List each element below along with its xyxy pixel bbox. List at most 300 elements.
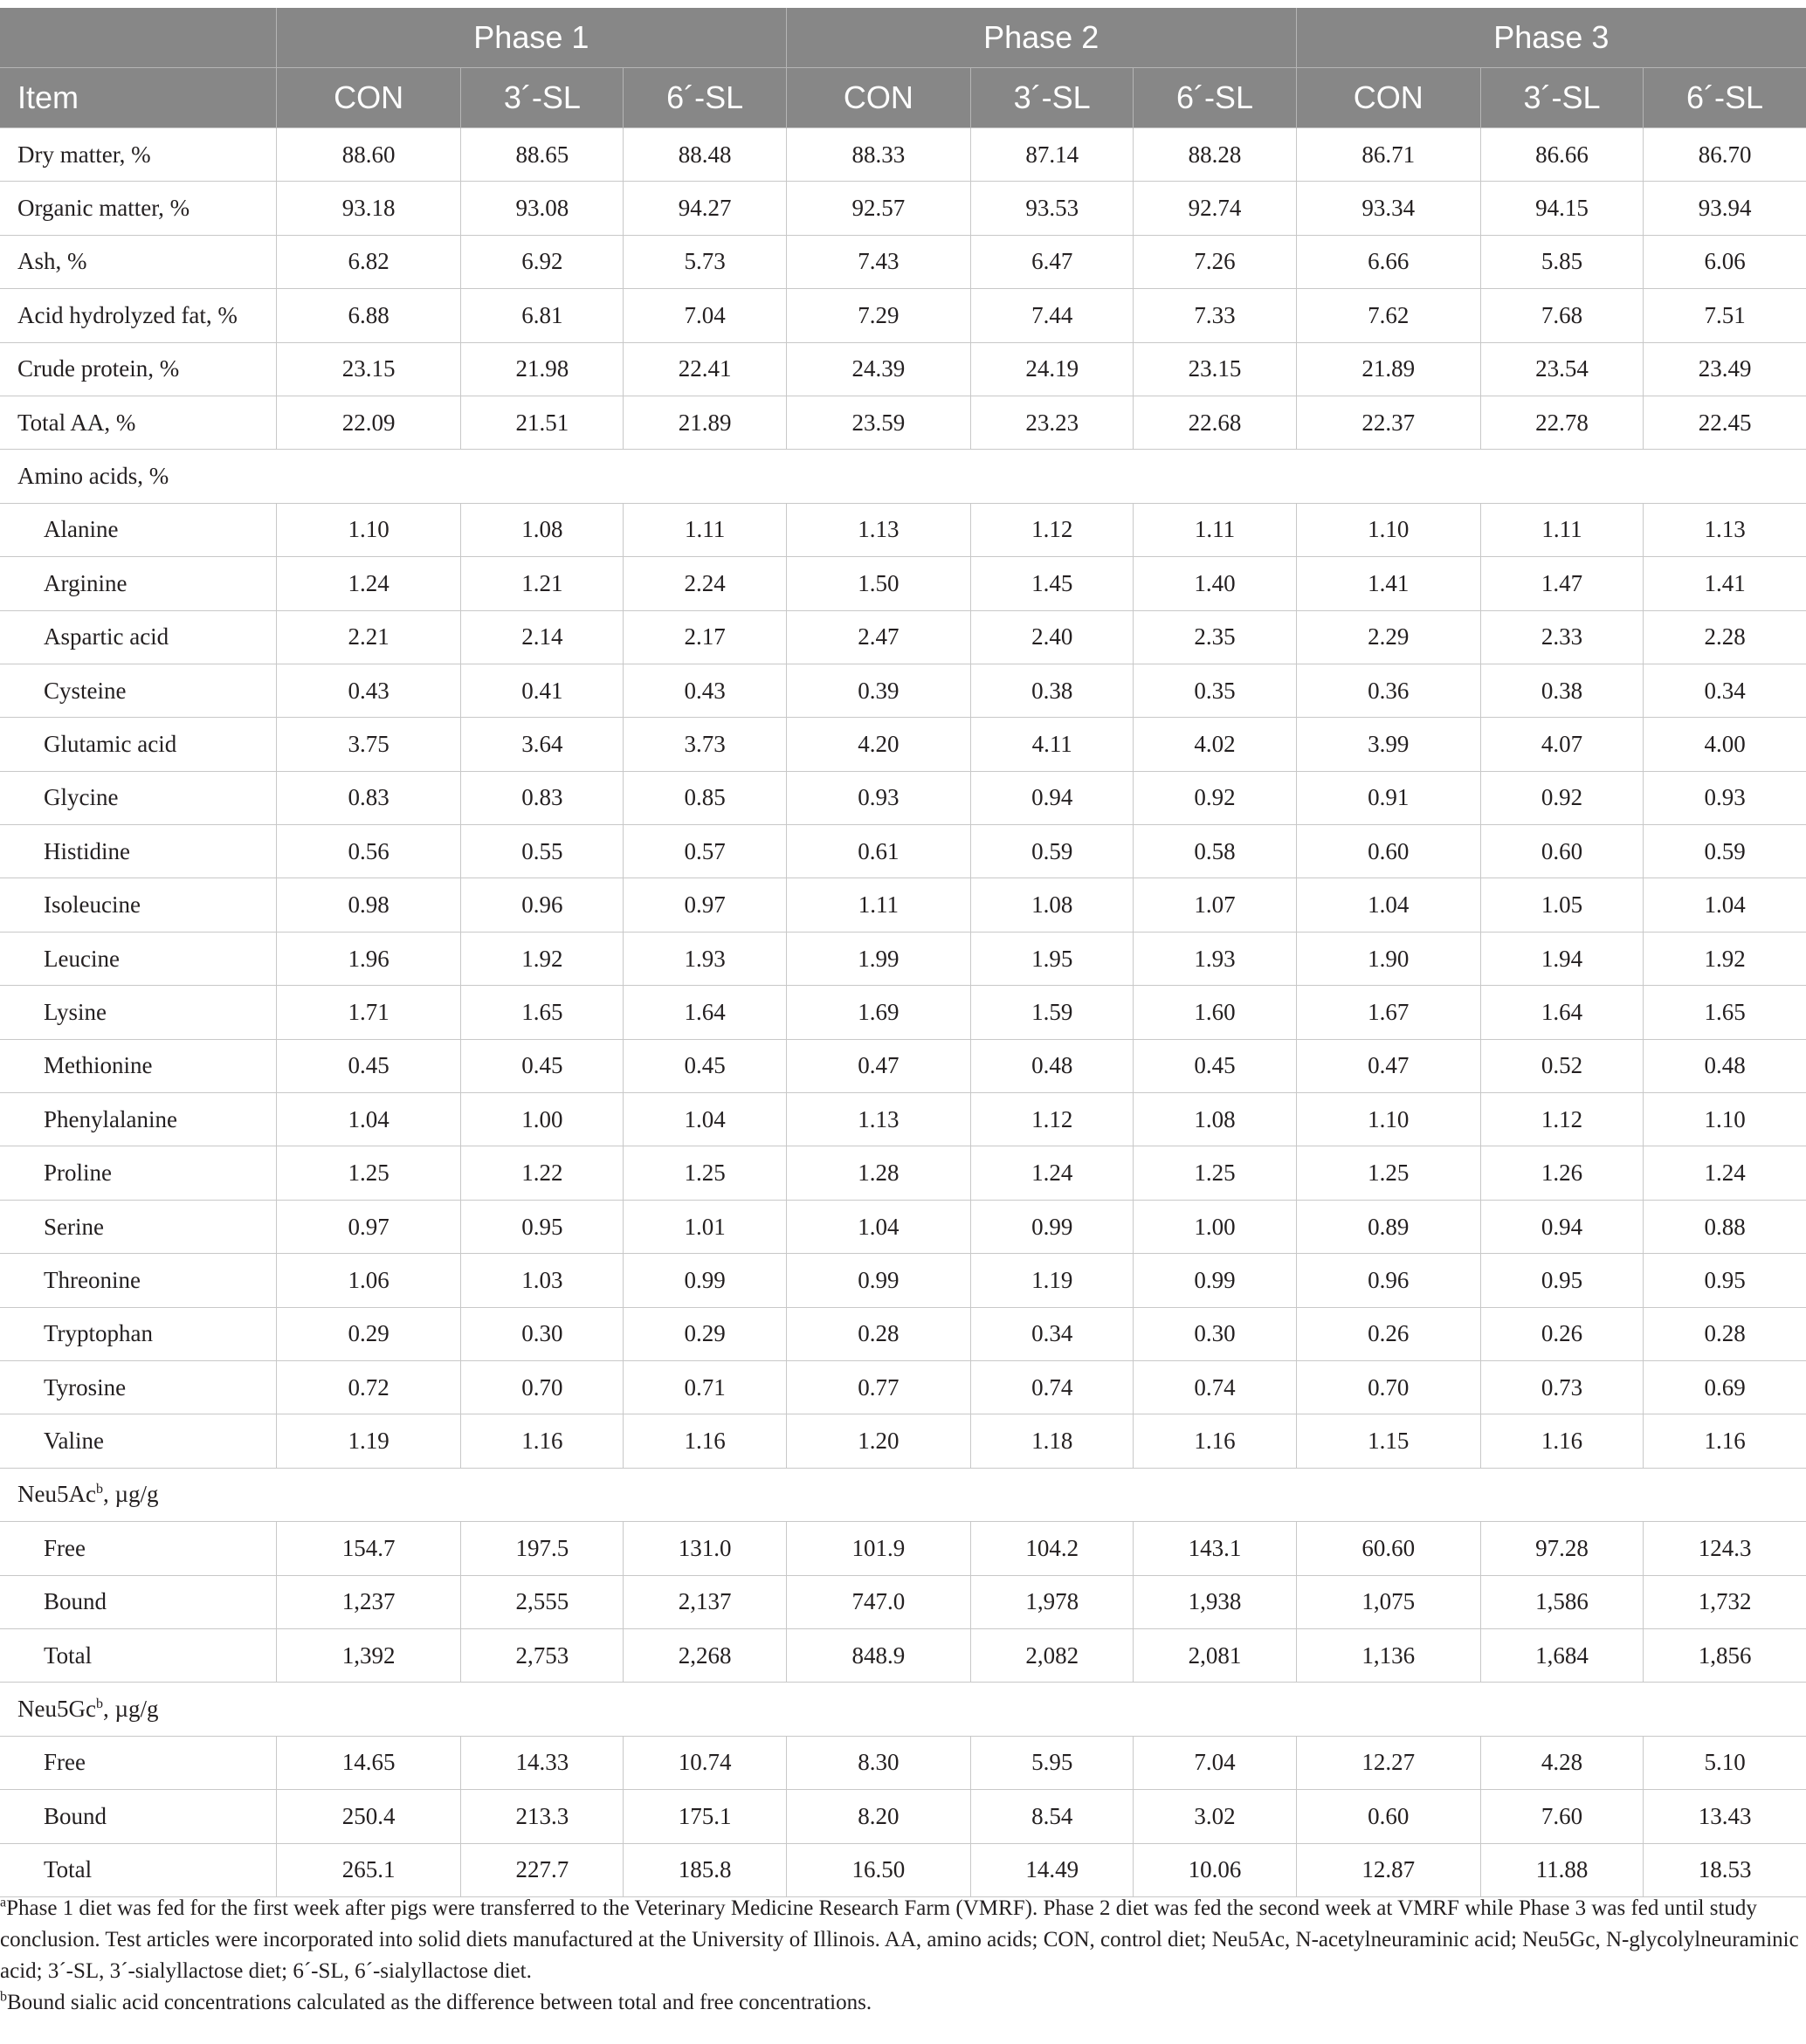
table-row (0, 1736, 1806, 1789)
row-label-text: Organic matter, % (17, 195, 190, 222)
table-row (0, 342, 1806, 396)
value-cell: 7.04 (1134, 1736, 1296, 1789)
value-cell: 0.45 (624, 1039, 786, 1092)
row-label-text: Leucine (44, 945, 120, 972)
table-row (0, 1628, 1806, 1682)
value-cell: 3.99 (1296, 718, 1480, 771)
value-cell: 88.60 (276, 128, 460, 182)
value-cell: 1.08 (1134, 1093, 1296, 1146)
row-label-text: Tryptophan (44, 1320, 154, 1347)
value-cell: 93.08 (461, 182, 624, 235)
row-label (0, 1522, 276, 1575)
value-cell: 1.25 (1296, 1146, 1480, 1200)
value-cell: 0.93 (1644, 771, 1806, 824)
value-cell: 0.29 (276, 1307, 460, 1360)
value-cell: 3.64 (461, 718, 624, 771)
value-cell: 0.26 (1296, 1307, 1480, 1360)
value-cell: 2,753 (461, 1628, 624, 1682)
section-label (0, 1468, 1806, 1521)
value-cell: 0.60 (1296, 825, 1480, 878)
phase-1-header: Phase 1 (276, 8, 786, 68)
table-row (0, 1843, 1806, 1896)
value-cell: 1.13 (786, 503, 970, 556)
value-cell: 1.12 (1480, 1093, 1643, 1146)
row-label-text: Glutamic acid (44, 730, 177, 757)
value-cell: 4.20 (786, 718, 970, 771)
value-cell: 2.47 (786, 610, 970, 664)
value-cell: 22.68 (1134, 396, 1296, 449)
row-label-text: Lysine (44, 998, 107, 1025)
value-cell: 0.91 (1296, 771, 1480, 824)
value-cell: 0.74 (971, 1360, 1134, 1414)
value-cell: 0.96 (461, 878, 624, 932)
diet-composition-table (0, 8, 1806, 1897)
value-cell: 23.15 (1134, 342, 1296, 396)
row-label-text: Proline (44, 1160, 112, 1187)
value-cell: 1,938 (1134, 1575, 1296, 1628)
row-label (0, 289, 276, 342)
value-cell: 1.12 (971, 1093, 1134, 1146)
value-cell: 1.16 (1480, 1414, 1643, 1468)
value-cell: 1.65 (1644, 986, 1806, 1039)
row-label (0, 1575, 276, 1628)
value-cell: 227.7 (461, 1843, 624, 1896)
table-row (0, 1307, 1806, 1360)
value-cell: 22.41 (624, 342, 786, 396)
value-cell: 131.0 (624, 1522, 786, 1575)
value-cell: 3.75 (276, 718, 460, 771)
value-cell: 7.60 (1480, 1790, 1643, 1843)
row-label (0, 1093, 276, 1146)
row-label (0, 396, 276, 449)
value-cell: 1.11 (786, 878, 970, 932)
row-label-text: Total (44, 1856, 93, 1883)
value-cell: 0.97 (624, 878, 786, 932)
value-cell: 1.64 (624, 986, 786, 1039)
value-cell: 1.92 (1644, 932, 1806, 985)
value-cell: 7.43 (786, 235, 970, 288)
value-cell: 16.50 (786, 1843, 970, 1896)
value-cell: 0.45 (276, 1039, 460, 1092)
row-label-text: Bound (44, 1588, 107, 1615)
value-cell: 1.04 (624, 1093, 786, 1146)
value-cell: 2,082 (971, 1628, 1134, 1682)
value-cell: 213.3 (461, 1790, 624, 1843)
value-cell: 0.30 (1134, 1307, 1296, 1360)
value-cell: 1,392 (276, 1628, 460, 1682)
value-cell: 21.89 (624, 396, 786, 449)
value-cell: 18.53 (1644, 1843, 1806, 1896)
value-cell: 0.34 (971, 1307, 1134, 1360)
table-row (0, 718, 1806, 771)
value-cell: 1.20 (786, 1414, 970, 1468)
value-cell: 0.88 (1644, 1200, 1806, 1253)
value-cell: 93.94 (1644, 182, 1806, 235)
value-cell: 1.96 (276, 932, 460, 985)
row-label (0, 128, 276, 182)
value-cell: 0.77 (786, 1360, 970, 1414)
value-cell: 1.11 (1134, 503, 1296, 556)
value-cell: 5.85 (1480, 235, 1643, 288)
treatment-header: CON (1296, 68, 1480, 128)
row-label (0, 342, 276, 396)
row-label-text: Bound (44, 1802, 107, 1829)
value-cell: 0.92 (1480, 771, 1643, 824)
value-cell: 2.40 (971, 610, 1134, 664)
value-cell: 6.66 (1296, 235, 1480, 288)
value-cell: 6.92 (461, 235, 624, 288)
value-cell: 6.88 (276, 289, 460, 342)
treatment-header: 6´-SL (1134, 68, 1296, 128)
table-row (0, 1146, 1806, 1200)
value-cell: 104.2 (971, 1522, 1134, 1575)
value-cell: 6.82 (276, 235, 460, 288)
value-cell: 1.10 (276, 503, 460, 556)
value-cell: 747.0 (786, 1575, 970, 1628)
value-cell: 0.95 (1480, 1254, 1643, 1307)
value-cell: 197.5 (461, 1522, 624, 1575)
row-label (0, 1736, 276, 1789)
value-cell: 0.45 (1134, 1039, 1296, 1092)
value-cell: 1.19 (276, 1414, 460, 1468)
value-cell: 0.98 (276, 878, 460, 932)
row-label-text: Tyrosine (44, 1373, 127, 1401)
value-cell: 0.36 (1296, 664, 1480, 717)
value-cell: 250.4 (276, 1790, 460, 1843)
footnote-text: Phase 1 diet was fed for the first week after pigs were transferred to the Veterinary Medicine Research Farm (VMRF). Phase 2 diet was fed the second week at VMRF while Phase 3 was fed until study conclusion. Test articles were incorporated into solid diets manufactured at the University of Illinois. AA, amino acids; CON, control diet; Neu5Ac, N-acetylneuraminic acid; Neu5Gc, N-glycolylneuraminic acid; 3´-SL, 3´-sialyllactose diet; 6´-SL, 6´-sialyllactose diet. (0, 1896, 1799, 1983)
value-cell: 1.21 (461, 557, 624, 610)
value-cell: 0.99 (624, 1254, 786, 1307)
value-cell: 1.92 (461, 932, 624, 985)
table-row (0, 1414, 1806, 1468)
value-cell: 1.99 (786, 932, 970, 985)
row-label (0, 610, 276, 664)
treatment-header: 6´-SL (624, 68, 786, 128)
value-cell: 1.25 (624, 1146, 786, 1200)
table-row (0, 1254, 1806, 1307)
row-label (0, 182, 276, 235)
value-cell: 0.43 (624, 664, 786, 717)
value-cell: 12.87 (1296, 1843, 1480, 1896)
value-cell: 1.59 (971, 986, 1134, 1039)
value-cell: 0.47 (1296, 1039, 1480, 1092)
value-cell: 154.7 (276, 1522, 460, 1575)
row-label (0, 503, 276, 556)
footnote-text: Bound sialic acid concentrations calculated as the difference between total and free concentrations. (7, 1991, 872, 2014)
value-cell: 2.28 (1644, 610, 1806, 664)
value-cell: 5.10 (1644, 1736, 1806, 1789)
row-label (0, 771, 276, 824)
value-cell: 1.93 (1134, 932, 1296, 985)
row-label-text: Isoleucine (44, 891, 141, 919)
row-label-unit: , µg/g (102, 1696, 159, 1723)
value-cell: 0.95 (461, 1200, 624, 1253)
value-cell: 0.41 (461, 664, 624, 717)
row-label (0, 664, 276, 717)
value-cell: 1.90 (1296, 932, 1480, 985)
row-label (0, 1307, 276, 1360)
value-cell: 3.73 (624, 718, 786, 771)
row-label-text: Methionine (44, 1052, 153, 1079)
row-label-text: Acid hydrolyzed fat, % (17, 301, 238, 328)
item-column-header: Item (0, 68, 276, 128)
treatment-header: CON (276, 68, 460, 128)
value-cell: 0.30 (461, 1307, 624, 1360)
value-cell: 0.60 (1296, 1790, 1480, 1843)
value-cell: 0.48 (1644, 1039, 1806, 1092)
row-label-text: Free (44, 1534, 86, 1561)
value-cell: 23.15 (276, 342, 460, 396)
value-cell: 848.9 (786, 1628, 970, 1682)
value-cell: 0.38 (1480, 664, 1643, 717)
table-row (0, 1039, 1806, 1092)
value-cell: 88.33 (786, 128, 970, 182)
table-row (0, 1575, 1806, 1628)
value-cell: 1,732 (1644, 1575, 1806, 1628)
value-cell: 1.24 (971, 1146, 1134, 1200)
value-cell: 88.48 (624, 128, 786, 182)
value-cell: 1.08 (461, 503, 624, 556)
value-cell: 1.04 (1644, 878, 1806, 932)
table-row (0, 825, 1806, 878)
table-row (0, 664, 1806, 717)
row-label-text: Ash, % (17, 248, 87, 275)
value-cell: 1.04 (786, 1200, 970, 1253)
value-cell: 0.28 (1644, 1307, 1806, 1360)
value-cell: 6.81 (461, 289, 624, 342)
value-cell: 8.54 (971, 1790, 1134, 1843)
value-cell: 14.49 (971, 1843, 1134, 1896)
value-cell: 2,268 (624, 1628, 786, 1682)
table-body (0, 128, 1806, 1897)
value-cell: 1.04 (1296, 878, 1480, 932)
value-cell: 1.00 (1134, 1200, 1296, 1253)
section-row (0, 1683, 1806, 1736)
footnote-b (0, 1987, 1799, 2019)
treatment-header: 6´-SL (1644, 68, 1806, 128)
value-cell: 24.39 (786, 342, 970, 396)
row-label-text: Dry matter, % (17, 141, 151, 168)
value-cell: 0.52 (1480, 1039, 1643, 1092)
value-cell: 0.99 (786, 1254, 970, 1307)
value-cell: 4.00 (1644, 718, 1806, 771)
table-row (0, 1790, 1806, 1843)
value-cell: 1.50 (786, 557, 970, 610)
value-cell: 12.27 (1296, 1736, 1480, 1789)
value-cell: 23.49 (1644, 342, 1806, 396)
table-row (0, 771, 1806, 824)
value-cell: 1.93 (624, 932, 786, 985)
value-cell: 4.07 (1480, 718, 1643, 771)
row-label (0, 1414, 276, 1468)
value-cell: 1.41 (1644, 557, 1806, 610)
value-cell: 14.33 (461, 1736, 624, 1789)
table-row (0, 182, 1806, 235)
table-row (0, 1360, 1806, 1414)
row-label-text: Alanine (44, 516, 119, 543)
value-cell: 0.94 (971, 771, 1134, 824)
row-label-text: Crude protein, % (17, 355, 180, 382)
treatment-header: 3´-SL (1480, 68, 1643, 128)
row-label-text: Glycine (44, 784, 119, 811)
value-cell: 0.70 (1296, 1360, 1480, 1414)
value-cell: 1.16 (1644, 1414, 1806, 1468)
row-label (0, 1360, 276, 1414)
row-label (0, 986, 276, 1039)
value-cell: 7.26 (1134, 235, 1296, 288)
value-cell: 0.26 (1480, 1307, 1643, 1360)
row-label (0, 878, 276, 932)
value-cell: 1.69 (786, 986, 970, 1039)
table-row (0, 503, 1806, 556)
value-cell: 0.93 (786, 771, 970, 824)
value-cell: 7.29 (786, 289, 970, 342)
table-row (0, 878, 1806, 932)
value-cell: 1.45 (971, 557, 1134, 610)
value-cell: 86.71 (1296, 128, 1480, 182)
value-cell: 1.65 (461, 986, 624, 1039)
value-cell: 1.07 (1134, 878, 1296, 932)
value-cell: 2,555 (461, 1575, 624, 1628)
value-cell: 23.23 (971, 396, 1134, 449)
value-cell: 1.26 (1480, 1146, 1643, 1200)
row-label (0, 1790, 276, 1843)
value-cell: 2.24 (624, 557, 786, 610)
value-cell: 1.67 (1296, 986, 1480, 1039)
footnote-mark: b (0, 1989, 7, 2005)
value-cell: 4.02 (1134, 718, 1296, 771)
row-label-unit: , µg/g (102, 1481, 159, 1508)
value-cell: 1,075 (1296, 1575, 1480, 1628)
row-label (0, 1254, 276, 1307)
value-cell: 1,978 (971, 1575, 1134, 1628)
row-label (0, 1200, 276, 1253)
value-cell: 0.55 (461, 825, 624, 878)
value-cell: 2.29 (1296, 610, 1480, 664)
table-row (0, 396, 1806, 449)
value-cell: 88.65 (461, 128, 624, 182)
row-label-text: Free (44, 1749, 86, 1776)
table-row (0, 610, 1806, 664)
row-label-text: Histidine (44, 837, 130, 864)
footnote-mark: b (95, 1482, 103, 1497)
value-cell: 1.71 (276, 986, 460, 1039)
treatment-header: 3´-SL (461, 68, 624, 128)
value-cell: 2.33 (1480, 610, 1643, 664)
value-cell: 1,684 (1480, 1628, 1643, 1682)
value-cell: 5.73 (624, 235, 786, 288)
row-label-text: Neu5Ac (17, 1481, 96, 1508)
value-cell: 8.20 (786, 1790, 970, 1843)
value-cell: 22.45 (1644, 396, 1806, 449)
value-cell: 6.47 (971, 235, 1134, 288)
table-row (0, 1093, 1806, 1146)
value-cell: 0.39 (786, 664, 970, 717)
value-cell: 0.73 (1480, 1360, 1643, 1414)
section-label (0, 450, 1806, 503)
value-cell: 1.16 (461, 1414, 624, 1468)
value-cell: 1.10 (1296, 1093, 1480, 1146)
value-cell: 1.25 (276, 1146, 460, 1200)
value-cell: 7.68 (1480, 289, 1643, 342)
value-cell: 8.30 (786, 1736, 970, 1789)
value-cell: 0.45 (461, 1039, 624, 1092)
value-cell: 0.56 (276, 825, 460, 878)
value-cell: 2,081 (1134, 1628, 1296, 1682)
value-cell: 1.22 (461, 1146, 624, 1200)
value-cell: 1.01 (624, 1200, 786, 1253)
value-cell: 13.43 (1644, 1790, 1806, 1843)
value-cell: 1.13 (786, 1093, 970, 1146)
value-cell: 94.15 (1480, 182, 1643, 235)
table-header (0, 8, 1806, 128)
value-cell: 23.59 (786, 396, 970, 449)
value-cell: 0.38 (971, 664, 1134, 717)
value-cell: 0.59 (1644, 825, 1806, 878)
table-row (0, 932, 1806, 985)
value-cell: 6.06 (1644, 235, 1806, 288)
value-cell: 0.43 (276, 664, 460, 717)
value-cell: 0.72 (276, 1360, 460, 1414)
value-cell: 93.34 (1296, 182, 1480, 235)
value-cell: 1.11 (624, 503, 786, 556)
value-cell: 1.08 (971, 878, 1134, 932)
value-cell: 7.62 (1296, 289, 1480, 342)
value-cell: 1.40 (1134, 557, 1296, 610)
row-label-text: Arginine (44, 569, 128, 596)
value-cell: 0.34 (1644, 664, 1806, 717)
value-cell: 3.02 (1134, 1790, 1296, 1843)
value-cell: 22.78 (1480, 396, 1643, 449)
section-label (0, 1683, 1806, 1736)
value-cell: 265.1 (276, 1843, 460, 1896)
value-cell: 21.89 (1296, 342, 1480, 396)
value-cell: 14.65 (276, 1736, 460, 1789)
value-cell: 93.53 (971, 182, 1134, 235)
value-cell: 1.15 (1296, 1414, 1480, 1468)
value-cell: 93.18 (276, 182, 460, 235)
row-label-text: Cysteine (44, 677, 127, 704)
value-cell: 1,856 (1644, 1628, 1806, 1682)
value-cell: 11.88 (1480, 1843, 1643, 1896)
value-cell: 4.28 (1480, 1736, 1643, 1789)
table-row (0, 128, 1806, 182)
footnote-mark: b (95, 1696, 103, 1712)
value-cell: 0.71 (624, 1360, 786, 1414)
value-cell: 97.28 (1480, 1522, 1643, 1575)
row-label (0, 235, 276, 288)
row-label (0, 1843, 276, 1896)
value-cell: 0.89 (1296, 1200, 1480, 1253)
row-label-text: Valine (44, 1428, 104, 1455)
section-row (0, 450, 1806, 503)
row-label-text: Serine (44, 1213, 104, 1240)
value-cell: 175.1 (624, 1790, 786, 1843)
value-cell: 185.8 (624, 1843, 786, 1896)
footnote-mark: a (0, 1895, 7, 1910)
value-cell: 1,136 (1296, 1628, 1480, 1682)
table-row (0, 986, 1806, 1039)
value-cell: 7.04 (624, 289, 786, 342)
value-cell: 86.66 (1480, 128, 1643, 182)
value-cell: 1.18 (971, 1414, 1134, 1468)
value-cell: 7.33 (1134, 289, 1296, 342)
value-cell: 2.17 (624, 610, 786, 664)
footnotes (0, 1893, 1799, 2019)
value-cell: 4.11 (971, 718, 1134, 771)
row-label-text: Neu5Gc (17, 1696, 96, 1723)
value-cell: 21.98 (461, 342, 624, 396)
